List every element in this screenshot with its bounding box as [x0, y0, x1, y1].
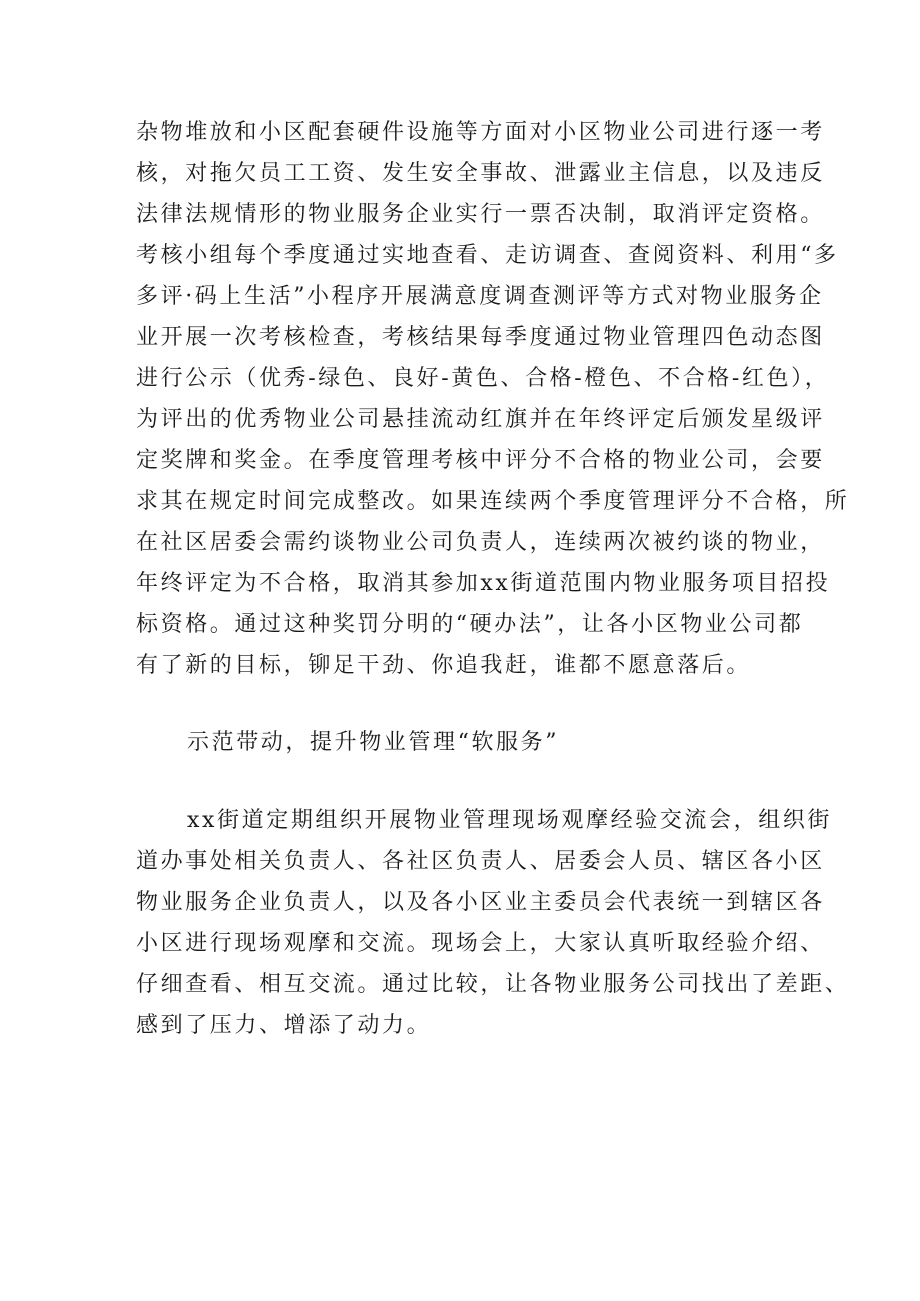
paragraph-line: 小区进行现场观摩和交流。现场会上，大家认真听取经验介绍、	[136, 931, 825, 956]
paragraph-line: 杂物堆放和小区配套硬件设施等方面对小区物业公司进行逐一考	[136, 120, 825, 145]
paragraph-line: 求其在规定时间完成整改。如果连续两个季度管理评分不合格，所	[136, 489, 850, 514]
paragraph-line: 多评·码上生活”小程序开展满意度调查测评等方式对物业服务企	[136, 284, 824, 309]
paragraph-line: 标资格。通过这种奖罚分明的“硬办法”，让各小区物业公司都	[136, 612, 804, 637]
paragraph-line: 物业服务企业负责人，以及各小区业主委员会代表统一到辖区各	[136, 890, 825, 915]
section-heading: 示范带动，提升物业管理“软服务”	[187, 730, 560, 755]
paragraph-line: xx街道定期组织开展物业管理现场观摩经验交流会，组织街	[187, 808, 833, 833]
paragraph-line: 定奖牌和奖金。在季度管理考核中评分不合格的物业公司，会要	[136, 448, 825, 473]
paragraph-line: 仔细查看、相互交流。通过比较，让各物业服务公司找出了差距、	[136, 972, 850, 997]
paragraph-line: 考核小组每个季度通过实地查看、走访调查、查阅资料、利用“多	[136, 243, 839, 268]
paragraph-line: 在社区居委会需约谈物业公司负责人，连续两次被约谈的物业，	[136, 530, 825, 555]
paragraph-line: 感到了压力、增添了动力。	[136, 1013, 432, 1038]
paragraph-line: 为评出的优秀物业公司悬挂流动红旗并在年终评定后颁发星级评	[136, 407, 825, 432]
paragraph-line: 有了新的目标，铆足干劲、你追我赶，谁都不愿意落后。	[136, 653, 752, 678]
paragraph-line: 法律法规情形的物业服务企业实行一票否决制，取消评定资格。	[136, 202, 825, 227]
paragraph-line: 核，对拖欠员工工资、发生安全事故、泄露业主信息，以及违反	[136, 161, 825, 186]
paragraph-line: 进行公示（优秀-绿色、良好-黄色、合格-橙色、不合格-红色），	[136, 366, 830, 391]
paragraph-line: 业开展一次考核检查，考核结果每季度通过物业管理四色动态图	[136, 325, 825, 350]
paragraph-line: 道办事处相关负责人、各社区负责人、居委会人员、辖区各小区	[136, 849, 825, 874]
paragraph-line: 年终评定为不合格，取消其参加xx街道范围内物业服务项目招投	[136, 571, 831, 596]
